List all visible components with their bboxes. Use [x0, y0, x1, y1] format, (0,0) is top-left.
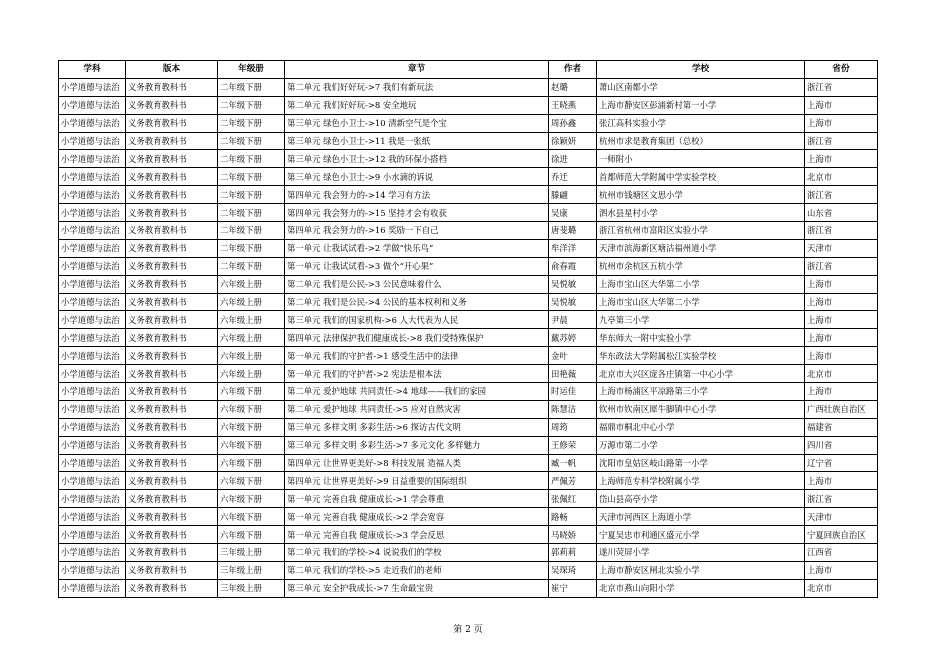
cell-author: 王修荣 [549, 436, 597, 454]
cell-province: 浙江省 [805, 222, 878, 240]
table-row [59, 78, 878, 96]
cell-edition: 义务教育教科书 [126, 454, 218, 472]
curriculum-table [58, 60, 878, 598]
cell-province: 浙江省 [805, 78, 878, 96]
table-row [59, 526, 878, 544]
cell-subject: 小学道德与法治 [59, 579, 126, 597]
cell-chapter: 第一单元 我们的守护者->1 感受生活中的法律 [285, 347, 549, 365]
cell-school: 沈阳市皇姑区岐山路第一小学 [597, 454, 805, 472]
cell-grade: 六年级下册 [218, 400, 285, 418]
cell-province: 上海市 [805, 561, 878, 579]
cell-subject: 小学道德与法治 [59, 239, 126, 257]
cell-author: 周筠 [549, 418, 597, 436]
cell-edition: 义务教育教科书 [126, 418, 218, 436]
table-row [59, 472, 878, 490]
table-row [59, 293, 878, 311]
cell-chapter: 第三单元 绿色小卫士->11 我是一张纸 [285, 132, 549, 150]
cell-grade: 六年级下册 [218, 490, 285, 508]
cell-author: 金叶 [549, 347, 597, 365]
cell-school: 首都师范大学附属中学实验学校 [597, 168, 805, 186]
cell-province: 上海市 [805, 383, 878, 401]
cell-author: 周孙鑫 [549, 114, 597, 132]
cell-edition: 义务教育教科书 [126, 150, 218, 168]
header-row [59, 61, 878, 79]
cell-subject: 小学道德与法治 [59, 78, 126, 96]
cell-school: 泗水县星村小学 [597, 204, 805, 222]
cell-subject: 小学道德与法治 [59, 526, 126, 544]
cell-grade: 六年级上册 [218, 365, 285, 383]
cell-edition: 义务教育教科书 [126, 400, 218, 418]
cell-subject: 小学道德与法治 [59, 347, 126, 365]
table-row [59, 329, 878, 347]
cell-edition: 义务教育教科书 [126, 579, 218, 597]
cell-province: 上海市 [805, 293, 878, 311]
cell-grade: 三年级上册 [218, 544, 285, 562]
cell-chapter: 第二单元 我们是公民->3 公民意味着什么 [285, 275, 549, 293]
cell-author: 臧一帆 [549, 454, 597, 472]
cell-province: 上海市 [805, 96, 878, 114]
cell-chapter: 第三单元 我们的国家机构->6 人大代表为人民 [285, 311, 549, 329]
cell-edition: 义务教育教科书 [126, 526, 218, 544]
cell-province: 北京市 [805, 579, 878, 597]
table-row [59, 257, 878, 275]
cell-author: 徐颖妍 [549, 132, 597, 150]
cell-subject: 小学道德与法治 [59, 150, 126, 168]
cell-school: 杭州市余杭区五杭小学 [597, 257, 805, 275]
cell-edition: 义务教育教科书 [126, 561, 218, 579]
cell-school: 上海市杨浦区平凉路第三小学 [597, 383, 805, 401]
cell-author: 乔迁 [549, 168, 597, 186]
cell-school: 万源市第二小学 [597, 436, 805, 454]
table-row [59, 311, 878, 329]
cell-province: 宁夏回族自治区 [805, 526, 878, 544]
cell-author: 陈慧洁 [549, 400, 597, 418]
cell-grade: 三年级上册 [218, 579, 285, 597]
cell-school: 九亭第三小学 [597, 311, 805, 329]
cell-grade: 六年级下册 [218, 526, 285, 544]
cell-province: 浙江省 [805, 186, 878, 204]
cell-province: 上海市 [805, 275, 878, 293]
cell-edition: 义务教育教科书 [126, 544, 218, 562]
page-number: 第 2 页 [453, 625, 483, 635]
cell-author: 田艳薇 [549, 365, 597, 383]
cell-school: 华东政法大学附属松江实验学校 [597, 347, 805, 365]
cell-author: 吴康 [549, 204, 597, 222]
table-row [59, 418, 878, 436]
cell-grade: 二年级下册 [218, 132, 285, 150]
cell-school: 张江高科实验小学 [597, 114, 805, 132]
cell-grade: 二年级下册 [218, 78, 285, 96]
cell-grade: 六年级上册 [218, 275, 285, 293]
cell-author: 徐进 [549, 150, 597, 168]
cell-subject: 小学道德与法治 [59, 275, 126, 293]
cell-edition: 义务教育教科书 [126, 347, 218, 365]
cell-subject: 小学道德与法治 [59, 472, 126, 490]
cell-grade: 二年级下册 [218, 96, 285, 114]
cell-school: 上海市宝山区大华第二小学 [597, 293, 805, 311]
cell-edition: 义务教育教科书 [126, 436, 218, 454]
cell-subject: 小学道德与法治 [59, 418, 126, 436]
cell-school: 岱山县高亭小学 [597, 490, 805, 508]
cell-subject: 小学道德与法治 [59, 132, 126, 150]
header-province: 省份 [805, 61, 878, 79]
table-row [59, 168, 878, 186]
cell-author: 王晓燕 [549, 96, 597, 114]
cell-edition: 义务教育教科书 [126, 508, 218, 526]
cell-school: 上海市静安区闸北实验小学 [597, 561, 805, 579]
cell-author: 滕翩 [549, 186, 597, 204]
cell-school: 福鼎市桐北中心小学 [597, 418, 805, 436]
table-row [59, 579, 878, 597]
cell-province: 浙江省 [805, 490, 878, 508]
cell-author: 吴悦敏 [549, 293, 597, 311]
cell-province: 上海市 [805, 472, 878, 490]
cell-school: 上海市宝山区大华第二小学 [597, 275, 805, 293]
cell-edition: 义务教育教科书 [126, 78, 218, 96]
cell-chapter: 第四单元 法律保护我们健康成长->8 我们受特殊保护 [285, 329, 549, 347]
cell-chapter: 第一单元 完善自我 健康成长->3 学会反思 [285, 526, 549, 544]
cell-grade: 二年级下册 [218, 150, 285, 168]
table-row [59, 222, 878, 240]
cell-edition: 义务教育教科书 [126, 96, 218, 114]
cell-grade: 六年级上册 [218, 311, 285, 329]
cell-subject: 小学道德与法治 [59, 204, 126, 222]
cell-province: 山东省 [805, 204, 878, 222]
cell-author: 牟洋洋 [549, 239, 597, 257]
cell-school: 杭州市求是教育集团（总校） [597, 132, 805, 150]
cell-chapter: 第四单元 我会努力的->14 学习有方法 [285, 186, 549, 204]
cell-chapter: 第二单元 爱护地球 共同责任->4 地球——我们的家园 [285, 383, 549, 401]
table-row [59, 150, 878, 168]
cell-edition: 义务教育教科书 [126, 383, 218, 401]
cell-province: 上海市 [805, 114, 878, 132]
cell-author: 马晓娇 [549, 526, 597, 544]
cell-school: 北京市燕山向阳小学 [597, 579, 805, 597]
header-chapter: 章节 [285, 61, 549, 79]
cell-edition: 义务教育教科书 [126, 186, 218, 204]
cell-edition: 义务教育教科书 [126, 204, 218, 222]
table-row [59, 239, 878, 257]
cell-chapter: 第四单元 让世界更美好->9 日益重要的国际组织 [285, 472, 549, 490]
cell-edition: 义务教育教科书 [126, 490, 218, 508]
cell-chapter: 第一单元 我们的守护者->2 宪法是根本法 [285, 365, 549, 383]
cell-edition: 义务教育教科书 [126, 239, 218, 257]
cell-author: 崔宁 [549, 579, 597, 597]
cell-grade: 六年级上册 [218, 293, 285, 311]
cell-edition: 义务教育教科书 [126, 114, 218, 132]
cell-chapter: 第二单元 我们的学校->4 说说我们的学校 [285, 544, 549, 562]
table-row [59, 365, 878, 383]
cell-grade: 二年级下册 [218, 168, 285, 186]
cell-subject: 小学道德与法治 [59, 114, 126, 132]
cell-edition: 义务教育教科书 [126, 168, 218, 186]
cell-province: 浙江省 [805, 257, 878, 275]
cell-province: 辽宁省 [805, 454, 878, 472]
cell-grade: 二年级下册 [218, 114, 285, 132]
cell-province: 天津市 [805, 239, 878, 257]
cell-author: 吴琛琦 [549, 561, 597, 579]
cell-author: 尹晨 [549, 311, 597, 329]
cell-grade: 六年级下册 [218, 454, 285, 472]
table-row [59, 561, 878, 579]
cell-subject: 小学道德与法治 [59, 257, 126, 275]
cell-chapter: 第二单元 我们好好玩->8 安全地玩 [285, 96, 549, 114]
cell-author: 张佩红 [549, 490, 597, 508]
cell-province: 上海市 [805, 347, 878, 365]
cell-chapter: 第二单元 爱护地球 共同责任->5 应对自然灾害 [285, 400, 549, 418]
cell-chapter: 第四单元 让世界更美好->8 科技发展 造福人类 [285, 454, 549, 472]
cell-school: 上海市静安区彭浦新村第一小学 [597, 96, 805, 114]
cell-grade: 二年级下册 [218, 239, 285, 257]
cell-province: 天津市 [805, 508, 878, 526]
cell-subject: 小学道德与法治 [59, 329, 126, 347]
cell-edition: 义务教育教科书 [126, 329, 218, 347]
cell-author: 赵璐 [549, 78, 597, 96]
header-subject: 学科 [59, 61, 126, 79]
cell-grade: 六年级上册 [218, 347, 285, 365]
cell-grade: 二年级下册 [218, 222, 285, 240]
header-grade: 年级册 [218, 61, 285, 79]
table-row [59, 490, 878, 508]
cell-chapter: 第三单元 绿色小卫士->10 清新空气是个宝 [285, 114, 549, 132]
cell-author: 路畅 [549, 508, 597, 526]
cell-chapter: 第四单元 我会努力的->15 坚持才会有收获 [285, 204, 549, 222]
cell-school: 天津市滨海新区塘沽福州道小学 [597, 239, 805, 257]
cell-grade: 六年级下册 [218, 436, 285, 454]
cell-province: 江西省 [805, 544, 878, 562]
table-row [59, 96, 878, 114]
cell-author: 吴悦敏 [549, 275, 597, 293]
cell-grade: 六年级下册 [218, 418, 285, 436]
cell-chapter: 第三单元 安全护我成长->7 生命最宝贵 [285, 579, 549, 597]
cell-school: 北京市大兴区庞各庄镇第一中心小学 [597, 365, 805, 383]
cell-province: 广西壮族自治区 [805, 400, 878, 418]
cell-province: 北京市 [805, 168, 878, 186]
cell-subject: 小学道德与法治 [59, 454, 126, 472]
cell-author: 时运佳 [549, 383, 597, 401]
cell-school: 宁夏吴忠市利通区盛元小学 [597, 526, 805, 544]
cell-chapter: 第四单元 我会努力的->16 奖励一下自己 [285, 222, 549, 240]
table-row [59, 114, 878, 132]
cell-grade: 六年级下册 [218, 383, 285, 401]
cell-author: 戴苏婷 [549, 329, 597, 347]
cell-subject: 小学道德与法治 [59, 490, 126, 508]
cell-province: 四川省 [805, 436, 878, 454]
cell-edition: 义务教育教科书 [126, 132, 218, 150]
cell-subject: 小学道德与法治 [59, 436, 126, 454]
cell-edition: 义务教育教科书 [126, 257, 218, 275]
table-row [59, 132, 878, 150]
cell-school: 一师附小 [597, 150, 805, 168]
cell-edition: 义务教育教科书 [126, 275, 218, 293]
table-row [59, 544, 878, 562]
cell-grade: 三年级上册 [218, 561, 285, 579]
cell-school: 遂川荧屏小学 [597, 544, 805, 562]
table-row [59, 275, 878, 293]
cell-grade: 二年级下册 [218, 186, 285, 204]
cell-author: 唐斐璐 [549, 222, 597, 240]
cell-school: 钦州市钦南区犀牛脚镇中心小学 [597, 400, 805, 418]
cell-chapter: 第三单元 多样文明 多彩生活->6 探访古代文明 [285, 418, 549, 436]
cell-subject: 小学道德与法治 [59, 293, 126, 311]
cell-chapter: 第一单元 让我试试看->2 学做“快乐鸟” [285, 239, 549, 257]
cell-edition: 义务教育教科书 [126, 293, 218, 311]
header-school: 学校 [597, 61, 805, 79]
cell-province: 浙江省 [805, 132, 878, 150]
cell-grade: 二年级下册 [218, 257, 285, 275]
cell-subject: 小学道德与法治 [59, 400, 126, 418]
cell-chapter: 第三单元 绿色小卫士->12 我的环保小搭档 [285, 150, 549, 168]
cell-province: 上海市 [805, 329, 878, 347]
cell-grade: 六年级下册 [218, 472, 285, 490]
cell-edition: 义务教育教科书 [126, 222, 218, 240]
cell-chapter: 第二单元 我们好好玩->7 我们有新玩法 [285, 78, 549, 96]
cell-subject: 小学道德与法治 [59, 383, 126, 401]
cell-school: 萧山区南都小学 [597, 78, 805, 96]
cell-province: 上海市 [805, 311, 878, 329]
cell-chapter: 第一单元 完善自我 健康成长->2 学会宽容 [285, 508, 549, 526]
header-edition: 版本 [126, 61, 218, 79]
cell-school: 杭州市钱塘区文思小学 [597, 186, 805, 204]
cell-author: 俞春霞 [549, 257, 597, 275]
cell-edition: 义务教育教科书 [126, 311, 218, 329]
header-author: 作者 [549, 61, 597, 79]
cell-province: 福建省 [805, 418, 878, 436]
cell-school: 上海师范专科学校附属小学 [597, 472, 805, 490]
cell-school: 天津市河西区上海道小学 [597, 508, 805, 526]
cell-chapter: 第二单元 我们的学校->5 走近我们的老师 [285, 561, 549, 579]
cell-subject: 小学道德与法治 [59, 186, 126, 204]
cell-author: 严佩芳 [549, 472, 597, 490]
table-row [59, 508, 878, 526]
cell-subject: 小学道德与法治 [59, 168, 126, 186]
cell-subject: 小学道德与法治 [59, 561, 126, 579]
cell-subject: 小学道德与法治 [59, 508, 126, 526]
cell-chapter: 第一单元 完善自我 健康成长->1 学会尊重 [285, 490, 549, 508]
cell-grade: 六年级上册 [218, 329, 285, 347]
cell-grade: 二年级下册 [218, 204, 285, 222]
cell-chapter: 第三单元 多样文明 多彩生活->7 多元文化 多样魅力 [285, 436, 549, 454]
cell-school: 浙江省杭州市富阳区实验小学 [597, 222, 805, 240]
cell-subject: 小学道德与法治 [59, 222, 126, 240]
cell-edition: 义务教育教科书 [126, 365, 218, 383]
cell-province: 上海市 [805, 150, 878, 168]
cell-chapter: 第一单元 让我试试看->3 做个“开心果” [285, 257, 549, 275]
cell-edition: 义务教育教科书 [126, 472, 218, 490]
table-row [59, 383, 878, 401]
table-row [59, 436, 878, 454]
cell-school: 华东师大一附中实验小学 [597, 329, 805, 347]
cell-chapter: 第二单元 我们是公民->4 公民的基本权利和义务 [285, 293, 549, 311]
table-row [59, 186, 878, 204]
cell-chapter: 第三单元 绿色小卫士->9 小水滴的诉说 [285, 168, 549, 186]
table-body [59, 78, 878, 597]
table-row [59, 347, 878, 365]
cell-subject: 小学道德与法治 [59, 311, 126, 329]
table-row [59, 454, 878, 472]
cell-grade: 六年级下册 [218, 508, 285, 526]
table-row [59, 204, 878, 222]
table-row [59, 400, 878, 418]
cell-province: 北京市 [805, 365, 878, 383]
cell-subject: 小学道德与法治 [59, 544, 126, 562]
cell-subject: 小学道德与法治 [59, 365, 126, 383]
cell-subject: 小学道德与法治 [59, 96, 126, 114]
cell-author: 郭莉莉 [549, 544, 597, 562]
